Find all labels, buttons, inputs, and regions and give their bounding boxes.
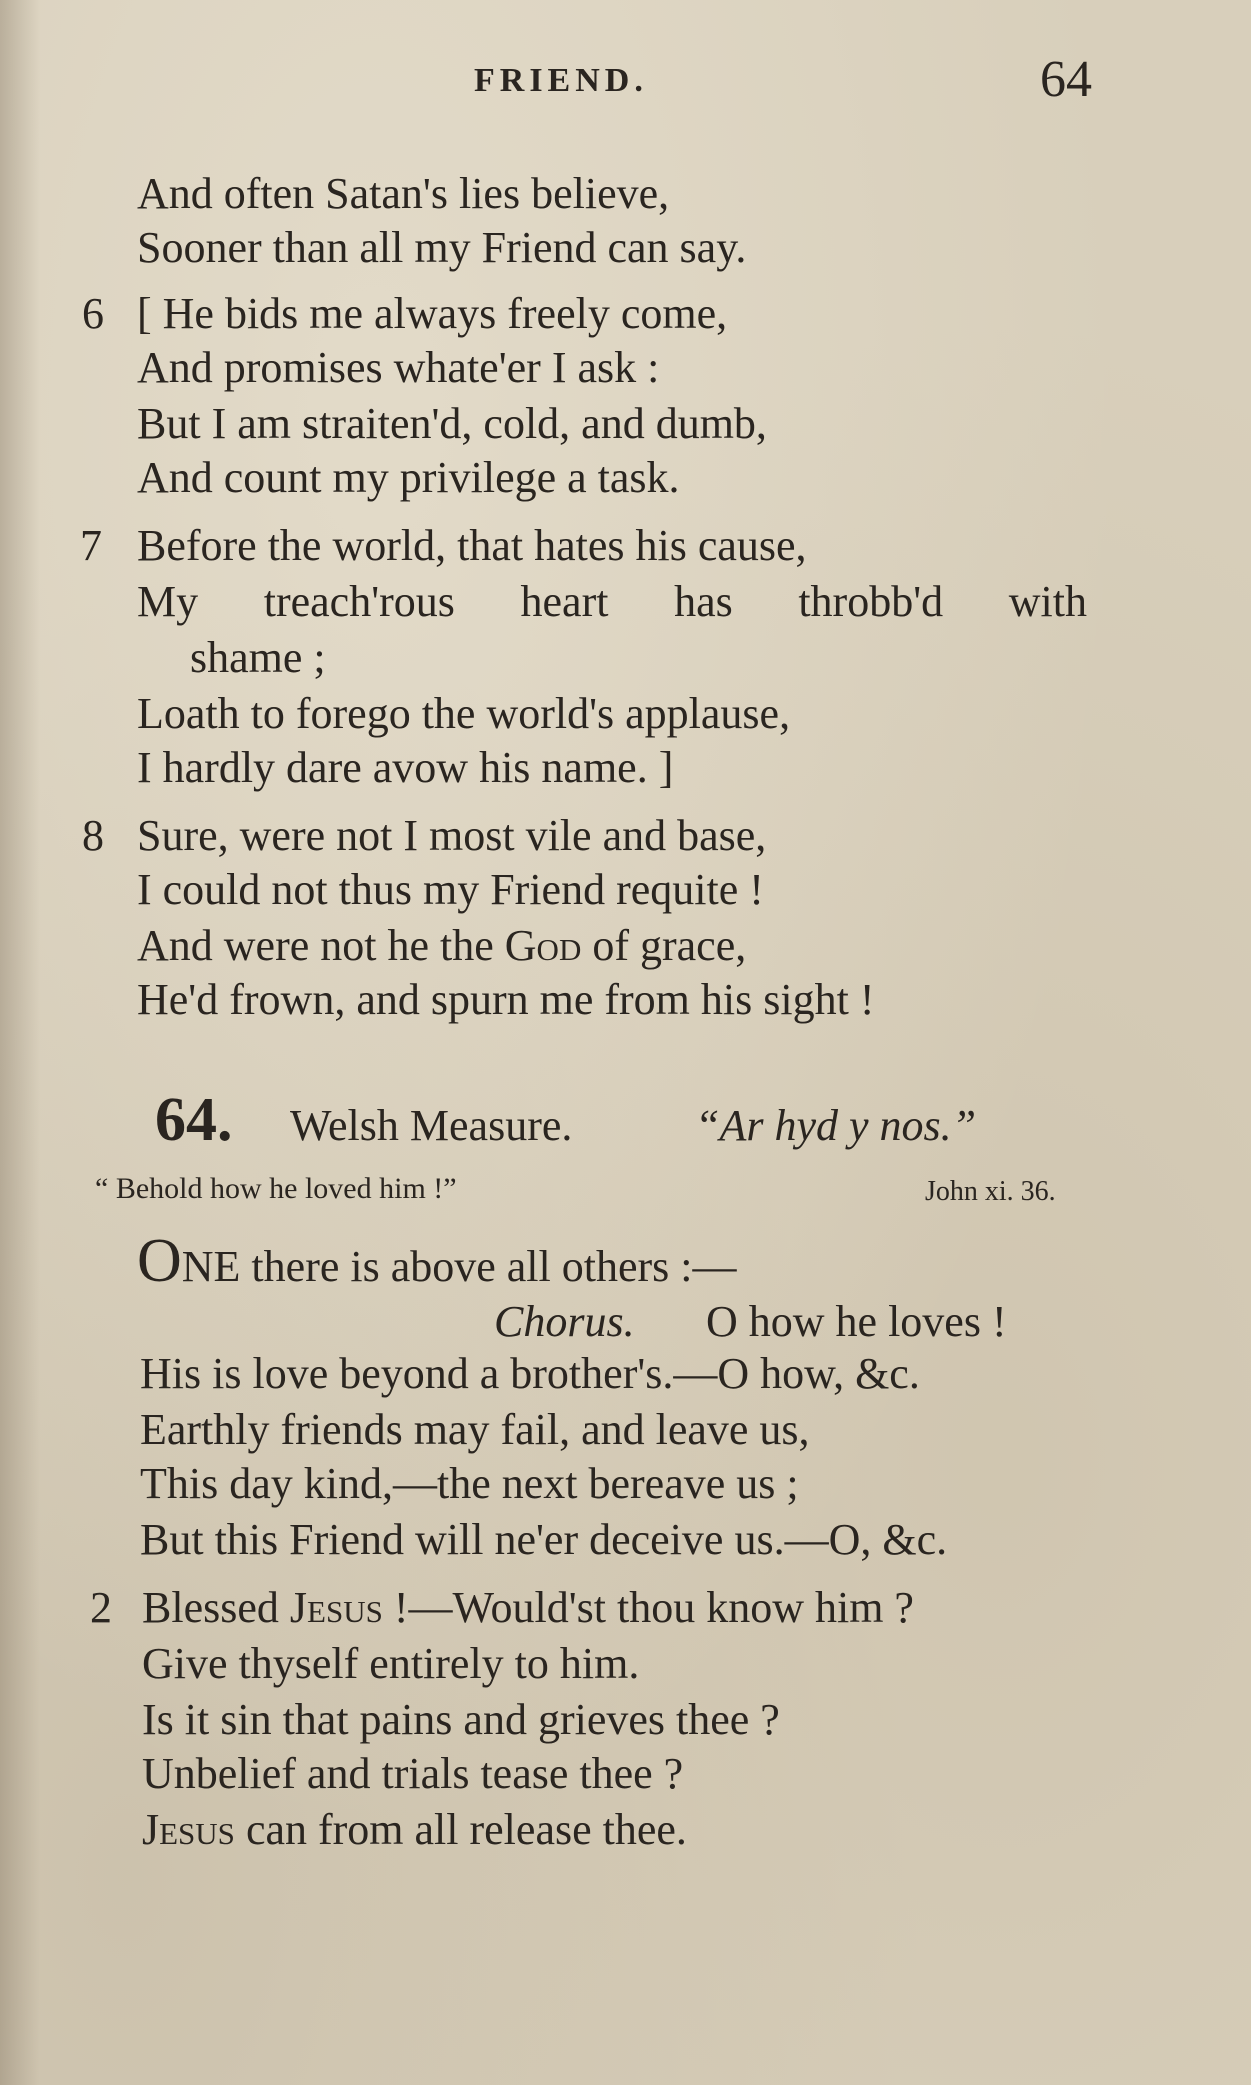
- verse-line: And often Satan's lies believe,: [137, 169, 670, 218]
- divine-name: Jesus: [142, 1805, 235, 1854]
- scripture-reference: John xi. 36.: [925, 1176, 1056, 1207]
- word: heart: [520, 577, 609, 626]
- hymn-tune: “Ar hyd y nos.”: [695, 1101, 977, 1150]
- verse-line-justified: [137, 577, 1087, 626]
- divine-name: God: [504, 921, 582, 970]
- first-line: ONE there is above all others :—: [137, 1227, 737, 1295]
- word: throbb'd: [798, 577, 944, 626]
- verse-line: I could not thus my Friend requite !: [137, 865, 764, 914]
- verse-line: Is it sin that pains and grieves thee ?: [142, 1695, 780, 1744]
- verse-line-god: And were not he the God of grace,: [137, 921, 747, 970]
- word: My: [137, 577, 199, 626]
- verse-line: And count my privilege a task.: [137, 453, 680, 502]
- verse-line: But this Friend will ne'er deceive us.—O, &c.: [140, 1515, 948, 1564]
- verse-line: Before the world, that hates his cause,: [137, 521, 807, 570]
- verse-line-jesus: Jesus can from all release thee.: [142, 1805, 687, 1854]
- verse-line: But I am straiten'd, cold, and dumb,: [137, 399, 767, 448]
- verse-line: This day kind,—the next bereave us ;: [140, 1459, 799, 1508]
- page-number: 64: [1040, 51, 1092, 108]
- verse-line: And promises whate'er I ask :: [137, 343, 660, 392]
- verse-number: 6: [82, 289, 104, 338]
- verse-line: Give thyself entirely to him.: [142, 1639, 640, 1688]
- verse-line: Loath to forego the world's applause,: [137, 689, 791, 738]
- verse-line-jesus: Blessed Jesus !—Would'st thou know him ?: [142, 1583, 914, 1632]
- running-title: FRIEND.: [474, 62, 648, 99]
- drop-cap: O: [137, 1227, 182, 1295]
- word: with: [1008, 577, 1087, 626]
- divine-name: Jesus: [289, 1583, 383, 1632]
- verse-line: Sooner than all my Friend can say.: [137, 223, 747, 272]
- word: has: [674, 577, 733, 626]
- verse-line: Earthly friends may fail, and leave us,: [140, 1405, 810, 1454]
- hymn-meter: Welsh Measure.: [290, 1101, 573, 1150]
- verse-line: I hardly dare avow his name. ]: [137, 743, 674, 792]
- verse-number: 2: [90, 1583, 112, 1632]
- verse-line: Unbelief and trials tease thee ?: [142, 1749, 684, 1798]
- chorus-text: O how he loves !: [706, 1297, 1007, 1346]
- hymn-number: 64.: [155, 1086, 233, 1154]
- verse-line: [ He bids me always freely come,: [137, 289, 728, 338]
- verse-number: 7: [80, 521, 102, 570]
- word: treach'rous: [263, 577, 455, 626]
- verse-number: 8: [82, 811, 104, 860]
- page-gutter-shadow: [0, 0, 40, 2085]
- hymn-motto: “ Behold how he loved him !”: [95, 1172, 457, 1205]
- verse-line: Sure, were not I most vile and base,: [137, 811, 767, 860]
- verse-line: He'd frown, and spurn me from his sight !: [137, 975, 875, 1024]
- verse-line: His is love beyond a brother's.—O how, &c.: [140, 1349, 920, 1398]
- chorus-label: Chorus.: [494, 1297, 635, 1346]
- verse-line-continuation: shame ;: [190, 633, 326, 682]
